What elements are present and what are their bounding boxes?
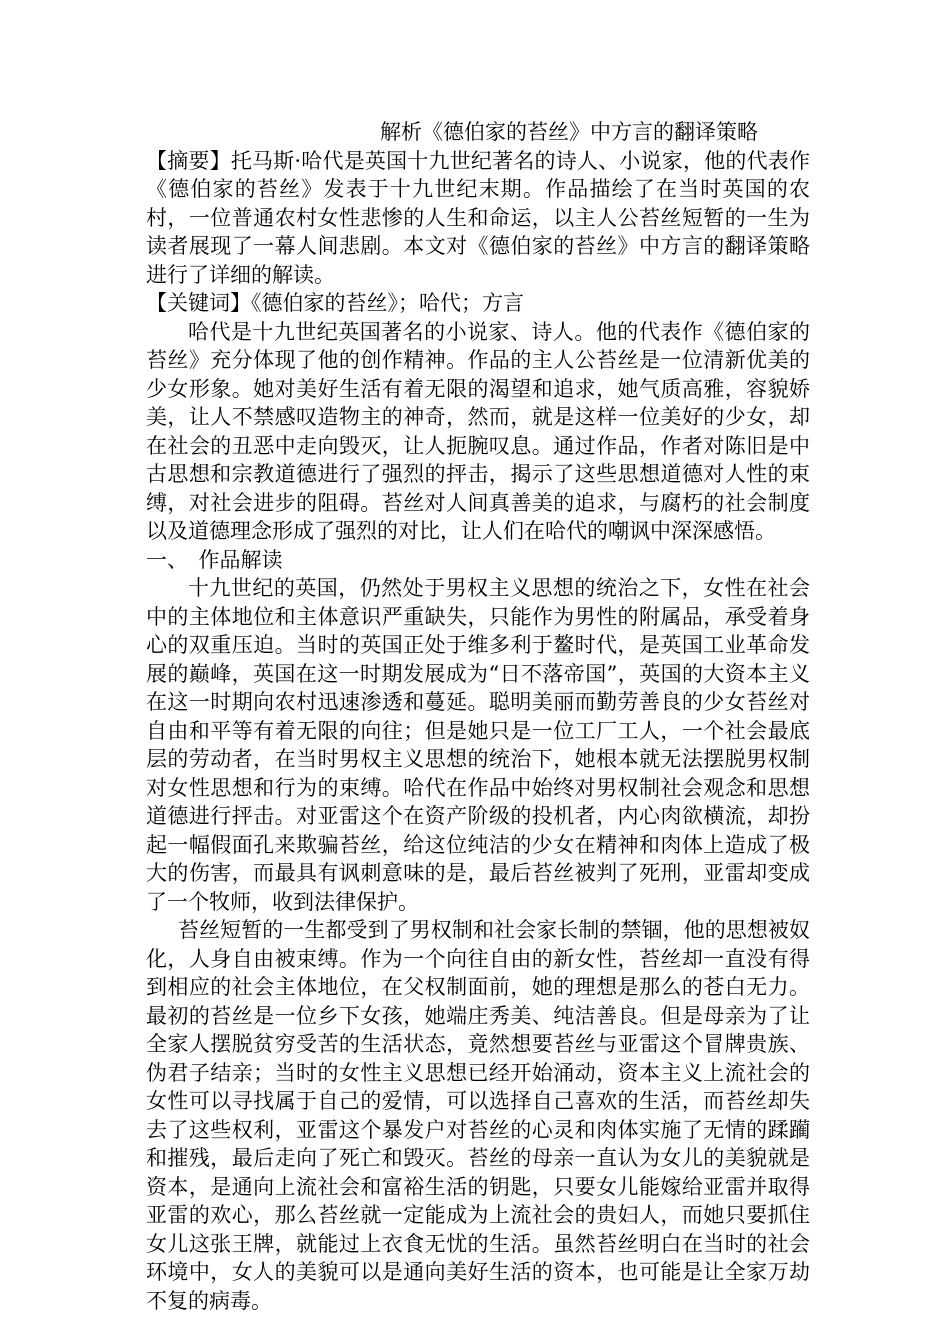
body-paragraph: 苔丝短暂的一生都受到了男权制和社会家长制的禁锢，他的思想被奴化，人身自由被束缚。作为一个向往自由的新女性，苔丝却一直没有得到相应的社会主体地位，在父权制面前，她的理想是那么的苍白无力。最初的苔丝是一位乡下女孩，她端庄秀美、纯洁善良。但是母亲为了让全家人摆脱贫穷受苦的生活状态，竟然想要苔丝与亚雷这个冒牌贵族、伪君子结亲；当时的女性主义思想已经开始涌动，资本主义上流社会的女性可以寻找属于自己的爱情，可以选择自己喜欢的生活，而苔丝却失去了这些权利，亚雷这个暴发户对苔丝的心灵和肉体实施了无情的蹂躏和摧残，最后走向了死亡和毁灭。苔丝的母亲一直认为女儿的美貌就是资本，是通向上流社会和富裕生活的钥匙，只要女儿能嫁给亚雷并取得亚雷的欢心，那么苔丝就一定能成为上流社会的贵妇人，而她只要抓住女儿这张王牌，就能过上衣食无忧的生活。虽然苔丝明白在当时的社会环境中，女人的美貌可以是通向美好生活的资本，也可能是让全家万劫不复的病毒。 xyxy=(146,918,810,1313)
document-page xyxy=(146,118,810,1315)
body-paragraph: 十九世纪的英国，仍然处于男权主义思想的统治之下，女性在社会中的主体地位和主体意识严重缺失，只能作为男性的附属品，承受着身心的双重压迫。当时的英国正处于维多利于鳌时代，是英国工业革命发展的巅峰，英国在这一时期发展成为“日不落帝国”，英国的大资本主义在这一时期向农村迅速渗透和蔓延。聪明美丽而勤劳善良的少女苔丝对自由和平等有着无限的向往；但是她只是一位工厂工人，一个社会最底层的劳动者，在当时男权主义思想的统治下，她根本就无法摆脱男权制对女性思想和行为的束缚。哈代在作品中始终对男权制社会观念和思想道德进行抨击。对亚雷这个在资产阶级的投机者，内心肉欲横流，却扮起一幅假面孔来欺骗苔丝，给这位纯洁的少女在精神和肉体上造成了极大的伤害，而最具有讽刺意味的是，最后苔丝被判了死刑，亚雷却变成了一个牧师，收到法律保护。 xyxy=(146,576,810,914)
keywords-line: 【关键词】《德伯家的苔丝》；哈代；方言 xyxy=(146,291,524,315)
document-title: 解析《德伯家的苔丝》中方言的翻译策略 xyxy=(380,120,758,144)
intro-paragraph: 哈代是十九世纪英国著名的小说家、诗人。他的代表作《德伯家的苔丝》充分体现了他的创作精神。作品的主人公苔丝是一位清新优美的少女形象。她对美好生活有着无限的渴望和追求，她气质高雅，容貌娇美，让人不禁感叹造物主的神奇，然而，就是这样一位美好的少女，却在社会的丑恶中走向毁灭，让人扼腕叹息。通过作品，作者对陈旧是中古思想和宗教道德进行了强烈的抨击，揭示了这些思想道德对人性的束缚，对社会进步的阻碍。苔丝对人间真善美的追求，与腐朽的社会制度以及道德理念形成了强烈的对比，让人们在哈代的嘲讽中深深感悟。 xyxy=(146,319,810,543)
abstract-paragraph: 【摘要】托马斯·哈代是英国十九世纪著名的诗人、小说家，他的代表作《德伯家的苔丝》发表于十九世纪末期。作品描绘了在当时英国的农村，一位普通农村女性悲惨的人生和命运，以主人公苔丝短暂的一生为读者展现了一幕人间悲剧。本文对《德伯家的苔丝》中方言的翻译策略进行了详细的解读。 xyxy=(146,148,810,287)
section-heading: 一、 作品解读 xyxy=(146,547,283,572)
